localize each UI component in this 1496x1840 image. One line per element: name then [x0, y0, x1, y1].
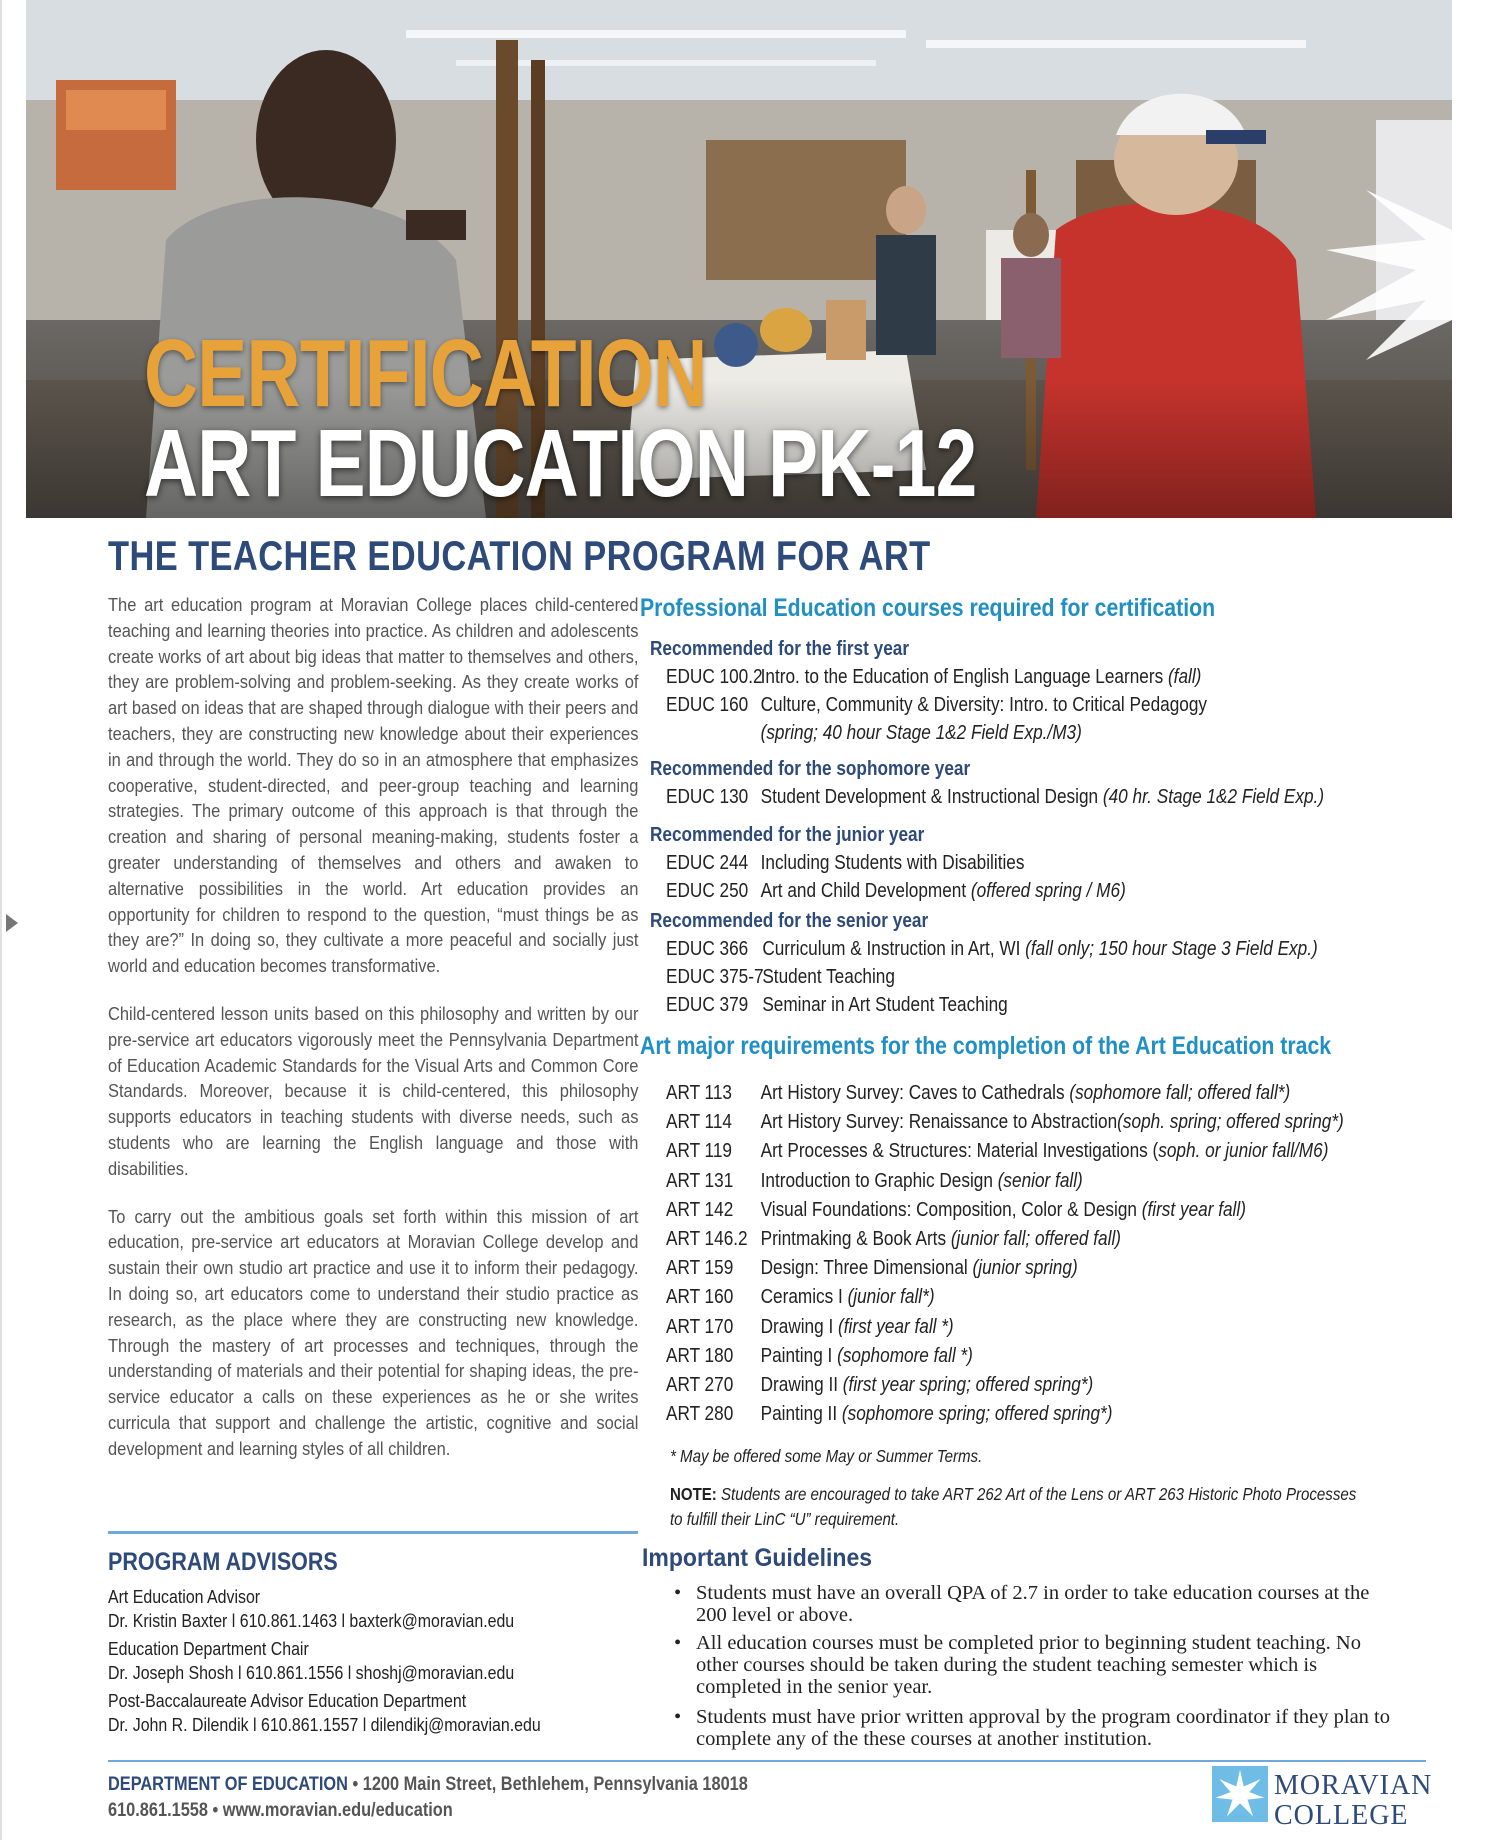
- guideline-item: [674, 1632, 1394, 1698]
- course-title: [761, 1170, 1083, 1193]
- advisors-divider: [108, 1531, 638, 1534]
- course-note: (40 hr. Stage 1&2 Field Exp.): [1102, 786, 1325, 808]
- course-title: [761, 1345, 973, 1368]
- course-note: (offered spring / M6): [970, 880, 1126, 902]
- course-title: [762, 938, 1317, 961]
- course-code: ART 180: [666, 1344, 734, 1367]
- moravian-star-logo-icon: [1212, 1766, 1268, 1822]
- course-name: Art Processes & Structures: Material Investigations (: [760, 1140, 1159, 1163]
- course-note: (soph. spring; offered spring*): [1117, 1111, 1344, 1134]
- advisor-role: Art Education Advisor: [108, 1586, 261, 1607]
- course-row: [666, 1374, 1094, 1397]
- advisor-role: Post-Baccalaureate Advisor Education Department: [108, 1690, 467, 1711]
- logo-text-line1: MORAVIAN: [1274, 1770, 1433, 1801]
- course-title: [761, 666, 1202, 689]
- address-text: • 1200 Main Street, Bethlehem, Pennsylvania 18018: [347, 1774, 748, 1795]
- guideline-text: All education courses must be completed prior to beginning student teaching. No other courses should be taken during the student teaching semester which is completed in the senior year.: [696, 1632, 1361, 1698]
- course-title: [761, 786, 1324, 809]
- course-name: Introduction to Graphic Design: [760, 1169, 998, 1192]
- course-row: [666, 1169, 1083, 1193]
- footer-divider: [108, 1760, 1426, 1762]
- course-code: ART 160: [666, 1286, 734, 1309]
- course-note: (sophomore fall; offered fall*): [1069, 1082, 1291, 1104]
- course-code: ART 170: [666, 1315, 734, 1338]
- course-row: [666, 694, 1208, 717]
- intro-paragraph-1: The art education program at Moravian College places child-centered teaching and learning theories into practice. As children and adolescents create works of art about big ideas that matter to themselves and others, they are problem-solving and problem-seeking. As they create works of art based on ideas that are shaped through dialogue with their peers and teachers, they are constructing new knowledge about their experiences in and through the world. They do so in an atmosphere that emphasizes cooperative, student-directed, and peer-group teaching and learning strategies. The primary outcome of this approach is that through the creation and sharing of personal meaning-making, students foster a greater understanding of themselves and others and awaken to alternative possibilities in the world. Art education provides an opportunity for children to respond to the question, “must things be as they are?” In doing so, they cultivate a more peaceful and socially just world and education becomes transformative.: [108, 594, 639, 977]
- guideline-text: Students must have an overall QPA of 2.7 in order to take education courses at the 200 level or above.: [696, 1582, 1370, 1626]
- course-note: (fall): [1167, 666, 1202, 688]
- footer-address: [108, 1774, 748, 1796]
- course-row: [666, 880, 1126, 903]
- art-major-section-title: Art major requirements for the completion of the Art Education track: [640, 1032, 1332, 1060]
- course-title: [761, 1374, 1094, 1397]
- note-line: [670, 1482, 1356, 1506]
- advisors-title: PROGRAM ADVISORS: [108, 1548, 338, 1576]
- course-name: Art and Child Development: [760, 880, 971, 902]
- course-note: (junior spring): [972, 1257, 1078, 1280]
- course-name: Drawing I: [760, 1315, 839, 1338]
- course-row: [666, 1403, 1113, 1426]
- course-code: EDUC 244: [666, 852, 749, 874]
- guidelines-title: Important Guidelines: [642, 1544, 873, 1572]
- course-code: ART 119: [666, 1140, 732, 1163]
- course-title: Including Students with Disabilities: [760, 852, 1025, 874]
- course-title: Culture, Community & Diversity: Intro. to Critical Pedagogy: [760, 694, 1208, 716]
- professional-section-title: Professional Education courses required for certification: [640, 594, 1216, 622]
- course-name: Design: Three Dimensional: [760, 1257, 973, 1280]
- course-name: Painting I: [760, 1344, 838, 1367]
- course-note-text: (spring; 40 hour Stage 1&2 Field Exp./M3): [760, 722, 1082, 744]
- course-row: [666, 1198, 1246, 1222]
- course-name: Art History Survey: Caves to Cathedrals: [760, 1082, 1070, 1104]
- course-row: [666, 1228, 1122, 1251]
- page-title: THE TEACHER EDUCATION PROGRAM FOR ART: [108, 532, 931, 579]
- document-page: [26, 0, 1452, 1840]
- course-note: (senior fall): [997, 1169, 1083, 1192]
- note-text: Students are encouraged to take ART 262 Art of the Lens or ART 263 Historic Photo Processes: [716, 1484, 1357, 1504]
- course-code: ART 146.2: [666, 1228, 748, 1250]
- course-code: EDUC 160: [666, 694, 749, 716]
- course-note: (sophomore fall *): [837, 1344, 973, 1367]
- year-heading: Recommended for the junior year: [650, 824, 925, 846]
- course-name: Student Development & Instructional Design: [760, 786, 1103, 808]
- course-row: [666, 666, 1202, 689]
- course-title: [761, 1111, 1344, 1134]
- course-note: (first year spring; offered spring*): [842, 1374, 1094, 1396]
- course-note: soph. or junior fall/M6): [1158, 1140, 1329, 1163]
- course-row: [666, 1257, 1078, 1280]
- advisor-contact: Dr. John R. Dilendik l 610.861.1557 l dilendikj@moravian.edu: [108, 1714, 541, 1735]
- intro-text: [108, 592, 638, 1484]
- course-note: (fall only; 150 hour Stage 3 Field Exp.): [1025, 938, 1318, 960]
- page-edge: [0, 0, 2, 1840]
- guideline-text: Students must have prior written approval by the program coordinator if they plan to complete any of the these courses at another institution.: [696, 1706, 1390, 1750]
- bullet-icon: •: [674, 1582, 682, 1604]
- course-title: [761, 1316, 954, 1339]
- course-name: Ceramics I: [760, 1286, 848, 1309]
- course-row: [666, 1082, 1291, 1105]
- course-note: (junior fall*): [847, 1286, 935, 1309]
- course-code: EDUC 375-7: [666, 966, 764, 988]
- course-code: ART 159: [666, 1257, 734, 1280]
- course-note: (sophomore spring; offered spring*): [841, 1403, 1113, 1426]
- year-heading: Recommended for the first year: [650, 638, 910, 660]
- guideline-item: [674, 1706, 1394, 1750]
- course-row: [666, 1315, 954, 1339]
- course-code: ART 113: [666, 1082, 732, 1104]
- course-row: [666, 1140, 1329, 1163]
- course-name: Painting II: [760, 1403, 842, 1426]
- department-name: DEPARTMENT OF EDUCATION: [108, 1774, 348, 1795]
- course-name: Printmaking & Book Arts: [760, 1228, 951, 1250]
- page-nav-arrow-icon[interactable]: [6, 914, 18, 932]
- course-code: EDUC 366: [666, 938, 749, 960]
- footer-contact: 610.861.1558 • www.moravian.edu/education: [108, 1800, 453, 1821]
- course-row: [666, 1111, 1344, 1134]
- course-title: [761, 1082, 1291, 1105]
- course-title: Student Teaching: [762, 966, 895, 988]
- logo-text-line2: COLLEGE: [1274, 1800, 1409, 1831]
- course-note: [761, 722, 1082, 745]
- course-title: [761, 1140, 1329, 1163]
- course-row: [666, 1344, 973, 1368]
- hero-title: [144, 320, 977, 517]
- course-title: [761, 1286, 935, 1309]
- course-note: (first year fall): [1141, 1198, 1246, 1221]
- advisor-role: Education Department Chair: [108, 1638, 309, 1659]
- course-row: [666, 994, 1008, 1017]
- course-title: [761, 1257, 1078, 1280]
- bullet-icon: •: [674, 1706, 682, 1728]
- course-code: ART 270: [666, 1374, 734, 1396]
- course-title: [761, 880, 1126, 903]
- course-name: Visual Foundations: Composition, Color & Design: [760, 1198, 1142, 1221]
- hero-photo: [26, 0, 1452, 518]
- hero-title-line1: CERTIFICATION: [144, 320, 707, 427]
- course-name: Curriculum & Instruction in Art, WI: [762, 938, 1026, 960]
- course-title: [761, 1403, 1113, 1426]
- course-row: [666, 852, 1025, 875]
- bullet-icon: •: [674, 1632, 682, 1654]
- course-name: Art History Survey: Renaissance to Abstraction: [760, 1111, 1118, 1134]
- year-heading: Recommended for the sophomore year: [650, 758, 971, 780]
- note-line: to fulfill their LinC “U” requirement.: [670, 1509, 900, 1529]
- guideline-item: [674, 1582, 1394, 1626]
- course-title: [761, 1199, 1246, 1222]
- course-code: ART 131: [666, 1169, 734, 1192]
- course-code: ART 114: [666, 1111, 732, 1134]
- advisor-contact: Dr. Joseph Shosh l 610.861.1556 l shoshj@moravian.edu: [108, 1662, 515, 1683]
- course-code: EDUC 250: [666, 880, 749, 902]
- course-row: [666, 966, 895, 989]
- course-code: EDUC 379: [666, 994, 749, 1016]
- course-code: ART 280: [666, 1403, 734, 1426]
- course-note: (first year fall *): [838, 1315, 954, 1338]
- note-label: NOTE:: [670, 1484, 717, 1504]
- course-row: [666, 786, 1325, 809]
- course-title: [761, 1228, 1121, 1251]
- course-code: ART 142: [666, 1198, 734, 1221]
- footnote: * May be offered some May or Summer Terms.: [670, 1446, 983, 1466]
- intro-paragraph-2: Child-centered lesson units based on this philosophy and written by our pre-service art educators vigorously meet the Pennsylvania Department of Education Academic Standards for the Visual Arts and Common Core Standards. Moreover, because it is child-centered, this philosophy supports educators in teaching students with diverse needs, such as students who are learning the English language and those with disabilities.: [108, 1002, 639, 1179]
- course-row: [666, 938, 1318, 961]
- year-heading: Recommended for the senior year: [650, 910, 929, 932]
- course-note: (junior fall; offered fall): [950, 1228, 1122, 1250]
- course-code: EDUC 130: [666, 786, 749, 808]
- course-title: Seminar in Art Student Teaching: [762, 994, 1008, 1016]
- course-row: [666, 1286, 935, 1309]
- course-code: EDUC 100.2: [666, 666, 763, 688]
- course-name: Drawing II: [760, 1374, 843, 1396]
- advisor-contact: Dr. Kristin Baxter l 610.861.1463 l baxterk@moravian.edu: [108, 1610, 515, 1631]
- course-name: Intro. to the Education of English Language Learners: [760, 666, 1168, 688]
- hero-title-line2: ART EDUCATION PK-12: [144, 410, 977, 517]
- intro-paragraph-3: To carry out the ambitious goals set forth within this mission of art education, pre-service art educators at Moravian College develop and sustain their own studio art practice and use it to inform their pedagogy. In doing so, art educators come to understand their studio practice as research, as the place where they are constructing new knowledge. Through the mastery of art processes and techniques, through the understanding of materials and their potential for shaping ideas, the pre-service educator a calls on these experiences as he or she writes curricula that support and challenge the artistic, cognitive and social development and learning styles of all children.: [108, 1205, 639, 1459]
